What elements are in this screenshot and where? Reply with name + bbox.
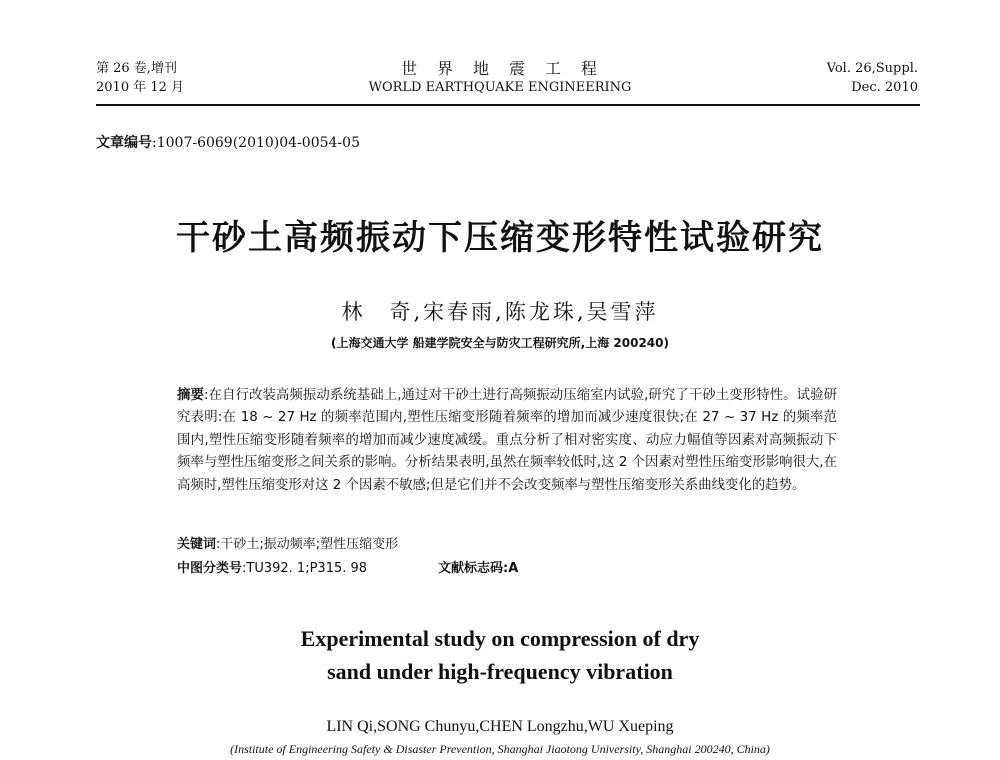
abstract-label: 摘要 xyxy=(177,388,204,403)
authors-cn: 林 奇,宋春雨,陈龙珠,吴雪萍 xyxy=(341,300,659,324)
classification-number xyxy=(177,557,367,576)
journal-title-en: WORLD EARTHQUAKE ENGINEERING xyxy=(368,80,632,95)
document-code-label: 文献标志码 xyxy=(438,561,504,576)
paper-title-cn: 干砂土高频振动下压缩变形特性试验研究 xyxy=(176,218,824,258)
paper-title-en-line2: sand under high-frequency vibration xyxy=(327,659,673,684)
affiliation-cn: (上海交通大学 船建学院安全与防灾工程研究所,上海 200240) xyxy=(331,336,669,350)
volume-en: Vol. 26,Suppl. xyxy=(826,61,918,76)
abstract xyxy=(177,385,837,497)
document-code-value: :A xyxy=(503,561,519,576)
article-id-value: :1007-6069(2010)04-0054-05 xyxy=(152,135,360,151)
classification-text: :TU392. 1;P315. 98 xyxy=(242,561,368,576)
affiliation-en: (Institute of Engineering Safety & Disaster Prevention, Shanghai Jiaotong University, Shanghai 200240, China) xyxy=(230,742,770,756)
authors-en: LIN Qi,SONG Chunyu,CHEN Longzhu,WU Xueping xyxy=(326,718,674,735)
keywords xyxy=(177,533,398,552)
abstract-text: :在自行改装高频振动系统基础上,通过对干砂土进行高频振动压缩室内试验,研究了干砂土变形特性。试验研究表明:在 18 ~ 27 Hz 的频率范围内,塑性压缩变形随着频率的增加而减少速度很快;在 27 ~ 37 Hz 的频率范围内,塑性压缩变形随着频率的增加而减少速度减缓。重点分析了相对密实度、动应力幅值等因素对高频振动下频率与塑性压缩变形之间关系的影响。分析结果表明,虽然在频率较低时,这 2 个因素对塑性压缩变形影响很大,在高频时,塑性压缩变形对这 2 个因素不敏感;但是它们并不会改变频率与塑性压缩变形关系曲线变化的趋势。 xyxy=(177,388,837,493)
date-en: Dec. 2010 xyxy=(851,80,918,95)
keywords-text: :干砂土;振动频率;塑性压缩变形 xyxy=(216,537,399,552)
classification-label: 中图分类号 xyxy=(177,561,243,576)
document-code xyxy=(438,557,518,576)
volume-cn: 第 26 卷,增刊 xyxy=(96,61,177,76)
keywords-label: 关键词 xyxy=(177,537,217,552)
header-rule xyxy=(96,104,920,106)
paper-title-en-line1: Experimental study on compression of dry xyxy=(300,626,700,651)
article-id-label: 文章编号 xyxy=(96,135,152,151)
date-cn: 2010 年 12 月 xyxy=(96,80,185,95)
article-id xyxy=(96,132,360,152)
journal-title-cn: 世 界 地 震 工 程 xyxy=(400,59,599,78)
